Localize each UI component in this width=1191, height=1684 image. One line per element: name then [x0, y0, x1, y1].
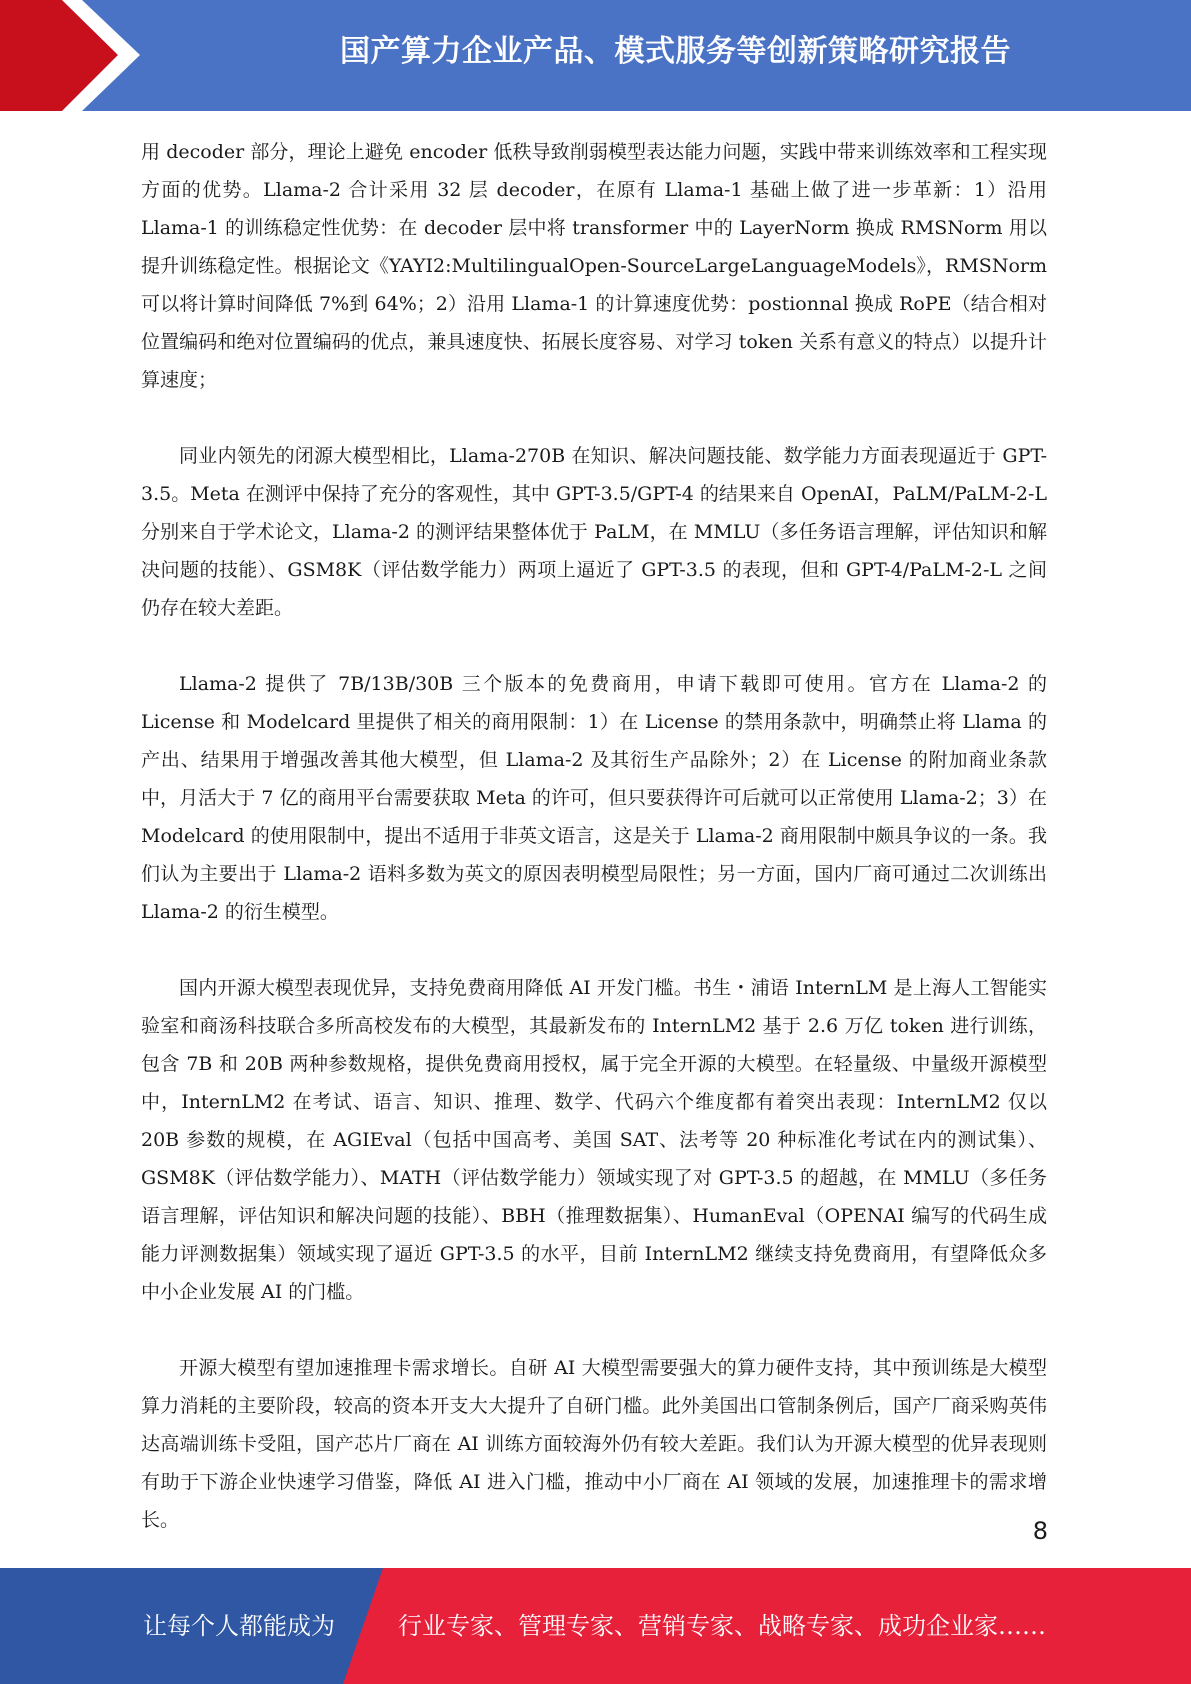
header-arrow-decoration [0, 0, 150, 111]
page-number: 8 [1032, 1517, 1048, 1545]
footer-slogan-right: 行业专家、管理专家、营销专家、战略专家、成功企业家…… [398, 1612, 1046, 1640]
paragraph-decoder: 用 decoder 部分，理论上避免 encoder 低秩导致削弱模型表达能力问题，实践中带来训练效率和工程实现方面的优势。Llama-2 合计采用 32 层 decoder，在原有 Llama-1 基础上做了进一步革新：1）沿用 Llama-1 的训练稳定性优势：在 decoder 层中将 transformer 中的 LayerNorm 换成 RMSNorm 用以提升训练稳定性。根据论文《YAYI2:MultilingualOpen-SourceLargeLanguageModels》，RMSNorm 可以将计算时间降低 7%到 64%；2）沿用 Llama-1 的计算速度优势：postionnal 换成 RoPE（结合相对位置编码和绝对位置编码的优点，兼具速度快、拓展长度容易、对学习 token 关系有意义的特点）以提升计算速度； [141, 141, 1047, 391]
footer-banner [0, 1568, 1191, 1684]
report-body [141, 133, 1047, 1577]
paragraph-license: Llama-2 提供了 7B/13B/30B 三个版本的免费商用，申请下载即可使用。官方在 Llama-2 的 License 和 Modelcard 里提供了相关的商用限制：1）在 License 的禁用条款中，明确禁止将 Llama 的产出、结果用于增强改善其他大模型，但 Llama-2 及其衍生产品除外；2）在 License 的附加商业条款中，月活大于 7 亿的商用平台需要获取 Meta 的许可，但只要获得许可后就可以正常使用 Llama-2；3）在 Modelcard 的使用限制中，提出不适用于非英文语言，这是关于 Llama-2 商用限制中颇具争议的一条。我们认为主要出于 Llama-2 语料多数为英文的原因表明模型局限性；另一方面，国内厂商可通过二次训练出 Llama-2 的衍生模型。 [141, 673, 1047, 923]
paragraph-inference-demand: 开源大模型有望加速推理卡需求增长。自研 AI 大模型需要强大的算力硬件支持，其中预训练是大模型算力消耗的主要阶段，较高的资本开支大大提升了自研门槛。此外美国出口管制条例后，国产厂商采购英伟达高端训练卡受阻，国产芯片厂商在 AI 训练方面较海外仍有较大差距。我们认为开源大模型的优异表现则有助于下游企业快速学习借鉴，降低 AI 进入门槛，推动中小厂商在 AI 领域的发展，加速推理卡的需求增长。 [141, 1357, 1047, 1531]
header-banner [0, 0, 1191, 111]
paragraph-comparison: 同业内领先的闭源大模型相比，Llama-270B 在知识、解决问题技能、数学能力方面表现逼近于 GPT-3.5。Meta 在测评中保持了充分的客观性，其中 GPT-3.5/GPT-4 的结果来自 OpenAI，PaLM/PaLM-2-L 分别来自于学术论文，Llama-2 的测评结果整体优于 PaLM，在 MMLU（多任务语言理解，评估知识和解决问题的技能）、GSM8K（评估数学能力）两项上逼近了 GPT-3.5 的表现，但和 GPT-4/PaLM-2-L 之间仍存在较大差距。 [141, 445, 1048, 619]
paragraph-internlm: 国内开源大模型表现优异，支持免费商用降低 AI 开发门槛。书生・浦语 InternLM 是上海人工智能实验室和商汤科技联合多所高校发布的大模型，其最新发布的 InternLM2 基于 2.6 万亿 token 进行训练，包含 7B 和 20B 两种参数规格，提供免费商用授权，属于完全开源的大模型。在轻量级、中量级开源模型中，InternLM2 在考试、语言、知识、推理、数学、代码六个维度都有着突出表现：InternLM2 仅以 20B 参数的规模，在 AGIEval（包括中国高考、美国 SAT、法考等 20 种标准化考试在内的测试集）、GSM8K（评估数学能力）、MATH（评估数学能力）领域实现了对 GPT-3.5 的超越，在 MMLU（多任务语言理解，评估知识和解决问题的技能）、BBH（推理数据集）、HumanEval（OPENAI 编写的代码生成能力评测数据集）领域实现了逼近 GPT-3.5 的水平，目前 InternLM2 继续支持免费商用，有望降低众多中小企业发展 AI 的门槛。 [141, 977, 1047, 1303]
page-header-title: 国产算力企业产品、模式服务等创新策略研究报告 [340, 34, 1011, 69]
footer-slogan-left: 让每个人都能成为 [143, 1612, 335, 1640]
